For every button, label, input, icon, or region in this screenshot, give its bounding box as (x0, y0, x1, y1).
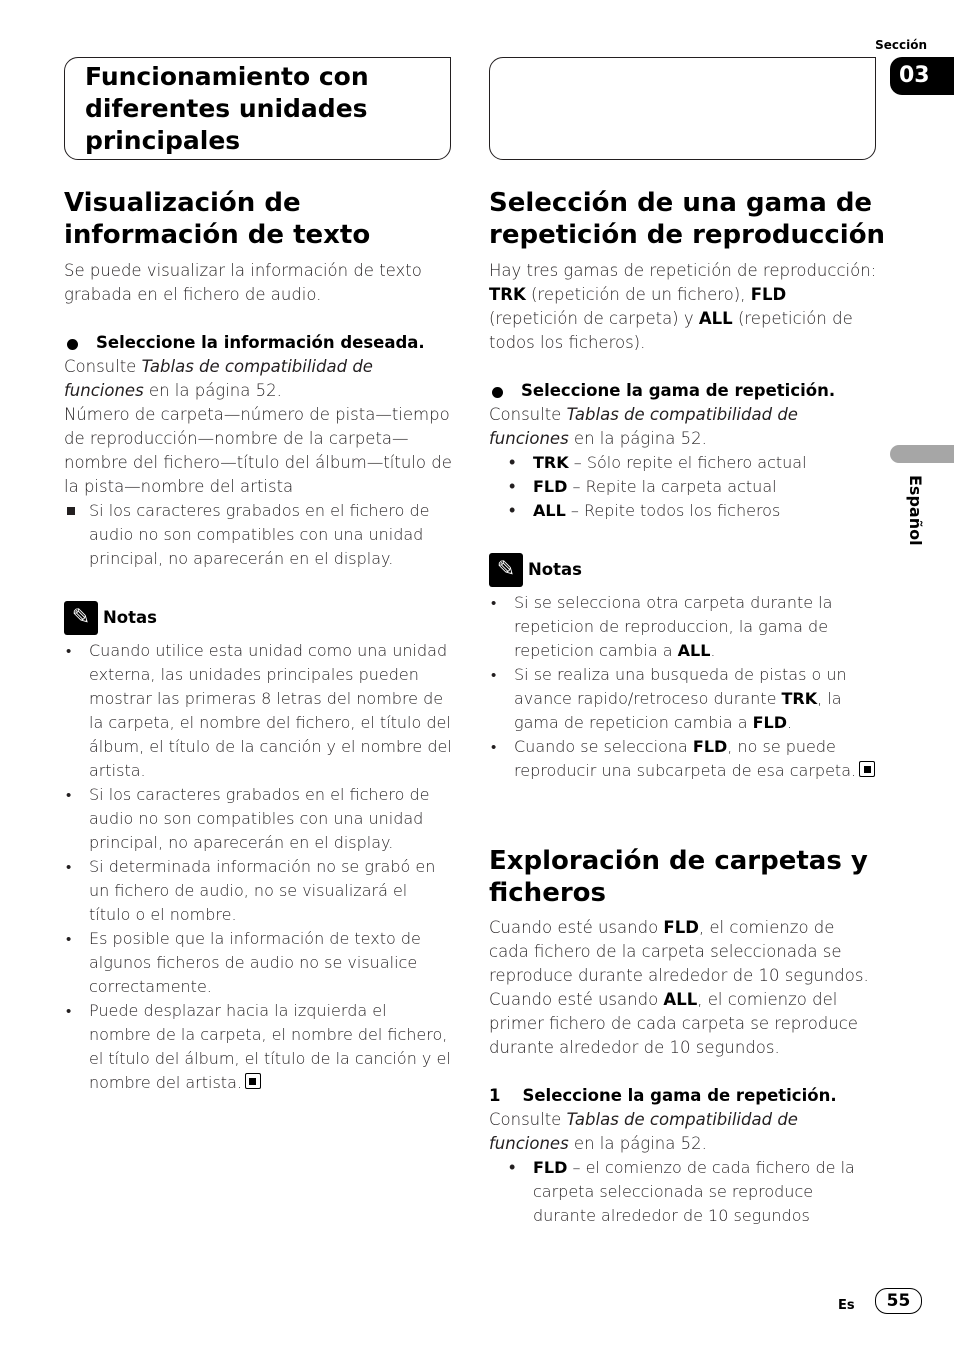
right-notes-list (489, 591, 879, 783)
left-step: Seleccione la información deseada. (64, 331, 452, 355)
section-label: Sección (875, 38, 927, 52)
list-item: • FLD – el comienzo de cada fichero de la carpeta seleccionada se reproduce durante alrededor de 10 segundos (489, 1156, 879, 1228)
page-title: Funcionamiento con diferentes unidades principales (85, 62, 369, 155)
language-label: Español (906, 475, 925, 546)
list-item: • Si determinada información no se grabó en un fichero de audio, no se visualizará el título o el nombre. (64, 855, 452, 927)
left-consult: Consulte Tablas de compatibilidad de funciones en la página 52. (64, 357, 373, 400)
list-item: • FLD – Repite la carpeta actual (489, 475, 879, 499)
scan-all-text: Cuando esté usando ALL, el comienzo del primer fichero de cada carpeta se reproduce durante alrededor de 10 segundos. (489, 990, 858, 1057)
list-item: • ALL – Repite todos los ficheros (489, 499, 879, 523)
list-item: • Cuando se selecciona FLD, no se puede reproducir una subcarpeta de esa carpeta. (489, 735, 879, 783)
left-consult-ref: Tablas de compatibilidad de funciones (64, 357, 373, 400)
left-order: Número de carpeta—número de pista—tiempo de reproducción—nombre de la carpeta—nombre del fichero—título del álbum—título de la pista—nombre del artista (64, 405, 452, 496)
list-item: • Si se selecciona otra carpeta durante la repeticion de reproduccion, la gama de repeticion cambia a ALL. (489, 591, 879, 663)
heading-text-info: Visualización de información de texto (64, 188, 371, 250)
list-item: • Cuando utilice esta unidad como una unidad externa, las unidades principales pueden mostrar las primeras 8 letras del nombre de la carpeta, el nombre del fichero, el título del álbum, el título de la canción y el nombre del artista. (64, 639, 452, 783)
pencil-icon: ✎ (64, 601, 98, 635)
scan-step: 1 Seleccione la gama de repetición. (489, 1086, 837, 1105)
pencil-icon: ✎ (489, 553, 523, 587)
end-mark-icon (245, 1073, 261, 1089)
left-notes-list (64, 639, 452, 1095)
section-number-tab: 03 (890, 57, 954, 95)
header-box (64, 57, 451, 160)
list-item: • Si se realiza una busqueda de pistas o un avance rapido/retroceso durante TRK, la gama de repeticion cambia a FLD. (489, 663, 879, 735)
footer-language: Es (838, 1298, 855, 1313)
right-step: Seleccione la gama de repetición. (489, 379, 879, 403)
left-column (64, 259, 452, 1095)
right-notes-label: Notas (528, 560, 582, 579)
heading-folder-scan: Exploración de carpetas y ficheros (489, 846, 868, 908)
heading-repeat-range: Selección de una gama de repetición de reproducción (489, 188, 886, 250)
page-number: 55 (875, 1288, 922, 1314)
right-intro: Hay tres gamas de repetición de reproducción: TRK (repetición de un fichero), FLD (repetición de carpeta) y ALL (repetición de todos los ficheros). (489, 261, 877, 352)
empty-header-box (489, 57, 876, 160)
list-item: • Es posible que la información de texto de algunos ficheros de audio no se visualice correctamente. (64, 927, 452, 999)
repeat-options-list (489, 451, 879, 523)
scan-consult: Consulte Tablas de compatibilidad de funciones en la página 52. (489, 1110, 798, 1153)
list-item: • TRK – Sólo repite el fichero actual (489, 451, 879, 475)
right-column (489, 259, 879, 783)
right-notes-header (489, 553, 879, 587)
list-item: • Puede desplazar hacia la izquierda el nombre de la carpeta, el nombre del fichero, el título del álbum, el título de la canción y el nombre del artista. (64, 999, 452, 1095)
scan-section (489, 916, 879, 1228)
list-item: • Si los caracteres grabados en el fichero de audio no son compatibles con una unidad principal, no aparecerán en el display. (64, 783, 452, 855)
left-note-square: Si los caracteres grabados en el fichero de audio no son compatibles con una unidad principal, no aparecerán en el display. (64, 499, 452, 571)
left-intro: Se puede visualizar la información de texto grabada en el fichero de audio. (64, 261, 422, 304)
scan-fld-text: Cuando esté usando FLD, el comienzo de cada fichero de la carpeta seleccionada se reproduce durante alrededor de 10 segundos. (489, 918, 869, 985)
right-consult: Consulte Tablas de compatibilidad de funciones en la página 52. (489, 405, 798, 448)
end-mark-icon (859, 761, 875, 777)
left-notes-header (64, 601, 452, 635)
scan-options-list (489, 1156, 879, 1228)
left-notes-label: Notas (103, 608, 157, 627)
language-tab (890, 445, 954, 463)
